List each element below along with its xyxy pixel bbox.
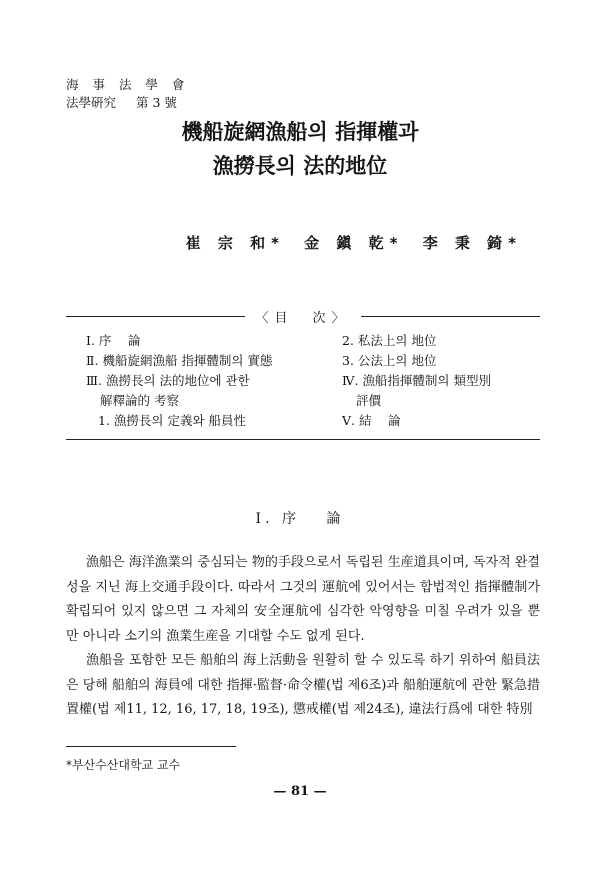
footnote: *부산수산대학교 교수 (66, 758, 181, 772)
paragraph: 漁船은 海洋漁業의 중심되는 物的手段으로서 독립된 生産道具이며, 독자적 완결성을 지닌 海上交通手段이다. 따라서 그것의 運航에 있어서는 합법적인 指揮體制가 확립되어 있지 않으면 그 자체의 安全運航에 심각한 악영향을 미칠 우려가 있을 뿐만 아니라 소기의 漁業生産을 기대할 수도 없게 된다. (66, 555, 540, 644)
author-3: 李 秉 錡* (422, 234, 522, 252)
table-of-contents (66, 311, 540, 440)
title-line-1: 機船旋網漁船의 指揮權과 (181, 120, 419, 144)
author-list (186, 232, 522, 253)
author-2: 金 鎭 乾* (304, 234, 404, 252)
title-line-2: 漁撈長의 法的地位 (212, 154, 388, 178)
journal-header (66, 76, 189, 112)
section-heading: Ⅰ. 序 論 (255, 511, 345, 527)
toc-item: Ⅴ. 結 論 (342, 413, 401, 428)
journal-name: 海 事 法 學 會 (66, 77, 190, 92)
toc-heading (66, 307, 540, 326)
page-number: — 81 — (273, 784, 327, 799)
toc-item: Ⅳ. 漁船指揮體制의 類型別 (342, 373, 491, 388)
toc-heading-text: 〈目 次〉 (245, 311, 360, 326)
author-1: 崔 宗 和* (185, 234, 285, 252)
journal-issue-line (66, 94, 189, 112)
toc-item: 解釋論的 考察 (100, 393, 179, 408)
footnote-divider (66, 746, 236, 747)
journal-series: 法學硏究 (66, 95, 117, 110)
journal-issue: 第 3 號 (136, 95, 177, 110)
toc-item: Ⅲ. 漁撈長의 法的地位에 관한 (86, 373, 250, 388)
toc-item: 3. 公法上의 地位 (342, 353, 437, 368)
body-text (66, 551, 540, 723)
paragraph: 漁船을 포함한 모든 船舶의 海上活動을 원활히 할 수 있도록 하기 위하여 船員法은 당해 船舶의 海員에 대한 指揮·監督·命令權(법 제6조)과 船舶運航에 관한 緊急措置權(법 제11, 12, 16, 17, 18, 19조), 懲戒權(법 제24조), 違法行爲에 대한 特別 (66, 653, 540, 717)
toc-left-column (86, 331, 336, 431)
toc-item: Ⅱ. 機船旋網漁船 指揮體制의 實態 (86, 353, 273, 368)
toc-item: Ⅰ. 序 論 (86, 333, 141, 348)
toc-item: 評價 (356, 393, 382, 408)
toc-item: 2. 私法上의 地位 (342, 333, 437, 348)
toc-item: 1. 漁撈長의 定義와 船員性 (98, 413, 246, 428)
toc-right-column (342, 331, 542, 431)
